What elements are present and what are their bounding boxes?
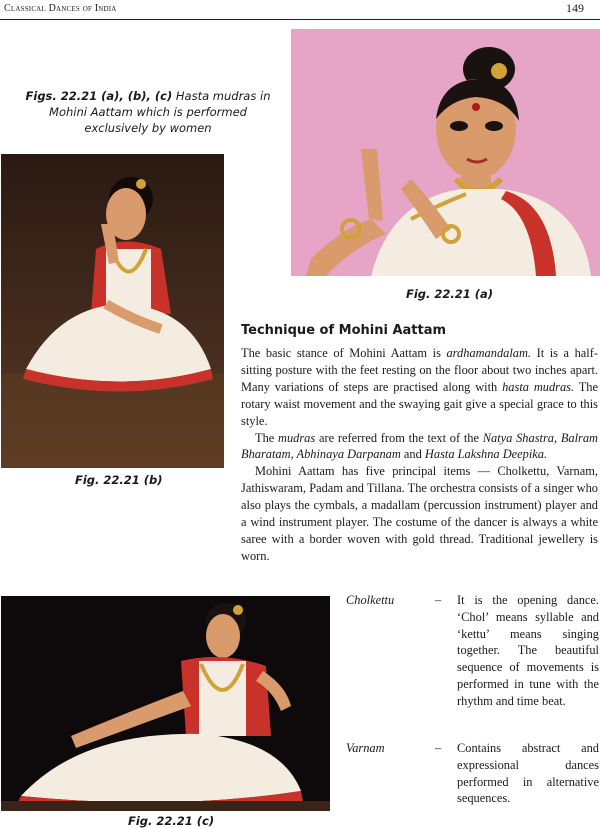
p1-italic-term: ardhamandalam.: [446, 346, 532, 360]
fig-b-label: Fig. 22.21 (b): [75, 473, 163, 487]
p2-text: and: [400, 447, 425, 462]
item-dash: –: [435, 593, 442, 607]
p2-italic-term: Natya Shastra, Balram Bharatam, Abhinaya Darpanam: [241, 430, 598, 462]
page-number: 149: [566, 1, 584, 15]
fig-c-label: Fig. 22.21 (c): [128, 814, 215, 828]
photo-fig-b-illustration: [1, 154, 224, 468]
photo-fig-c: [1, 596, 330, 811]
paragraph-3: Mohini Aattam has five principal items — Cholkettu, Varnam, Jathiswaram, Padam and Tillana. The orchestra consists of a singer who also plays the cymbals, a madallam (percussion instrument) player and a wind instrument player. The costume of the dancer is always a white saree with a border woven with gold thread. Traditional jewellery is worn.: [241, 464, 598, 563]
caption-figure-refs: Figs. 22.21 (a), (b), (c): [25, 89, 173, 103]
p2-text: are referred from the text of the: [315, 430, 483, 445]
photo-fig-c-illustration: [1, 596, 330, 811]
p1-text: The basic stance of Mohini Aattam is: [241, 346, 447, 360]
p1-text: It is a half-sitting posture with the feet resting on the floor about two inches apart. Many variations of steps are practised along with: [241, 346, 598, 394]
item-dash: –: [435, 741, 442, 755]
item-term: Varnam: [346, 741, 385, 755]
p1-italic-term: hasta mudras.: [502, 379, 575, 394]
item-term: Cholkettu: [346, 593, 395, 607]
item-cholkettu: [346, 592, 600, 742]
p2-text: The: [255, 430, 279, 445]
header-rule: [0, 19, 600, 20]
p1-text: The rotary waist movement and the swaying gait give a special grace to this style.: [241, 379, 598, 428]
item-definition: It is the opening dance. ‘Chol’ means syllable and ‘kettu’ means singing together. The beautiful sequence of movements is performed in tune with the rhythm and time beat.: [457, 593, 599, 708]
photo-fig-a-illustration: [291, 29, 600, 276]
section-heading: Technique of Mohini Aattam: [241, 323, 447, 338]
caption-text: Hasta mudras in Mohini Aattam which is performed exclusively by women: [49, 89, 271, 135]
fig-a-label: Fig. 22.21 (a): [406, 287, 494, 301]
paragraph-2: [241, 430, 598, 464]
item-varnam: [346, 740, 600, 810]
p2-italic-term: Hasta Lakshna Deepika.: [424, 447, 548, 462]
p2-italic-term: mudras: [278, 430, 316, 445]
photo-fig-b: [1, 154, 224, 468]
photo-fig-a: [291, 29, 600, 276]
paragraph-1: [241, 345, 598, 430]
figure-caption-main: [24, 88, 272, 136]
running-head: Classical Dances of India: [4, 3, 117, 14]
item-definition: Contains abstract and expressional dances performed in alternative sequences.: [457, 741, 599, 806]
section-body: [241, 345, 598, 565]
